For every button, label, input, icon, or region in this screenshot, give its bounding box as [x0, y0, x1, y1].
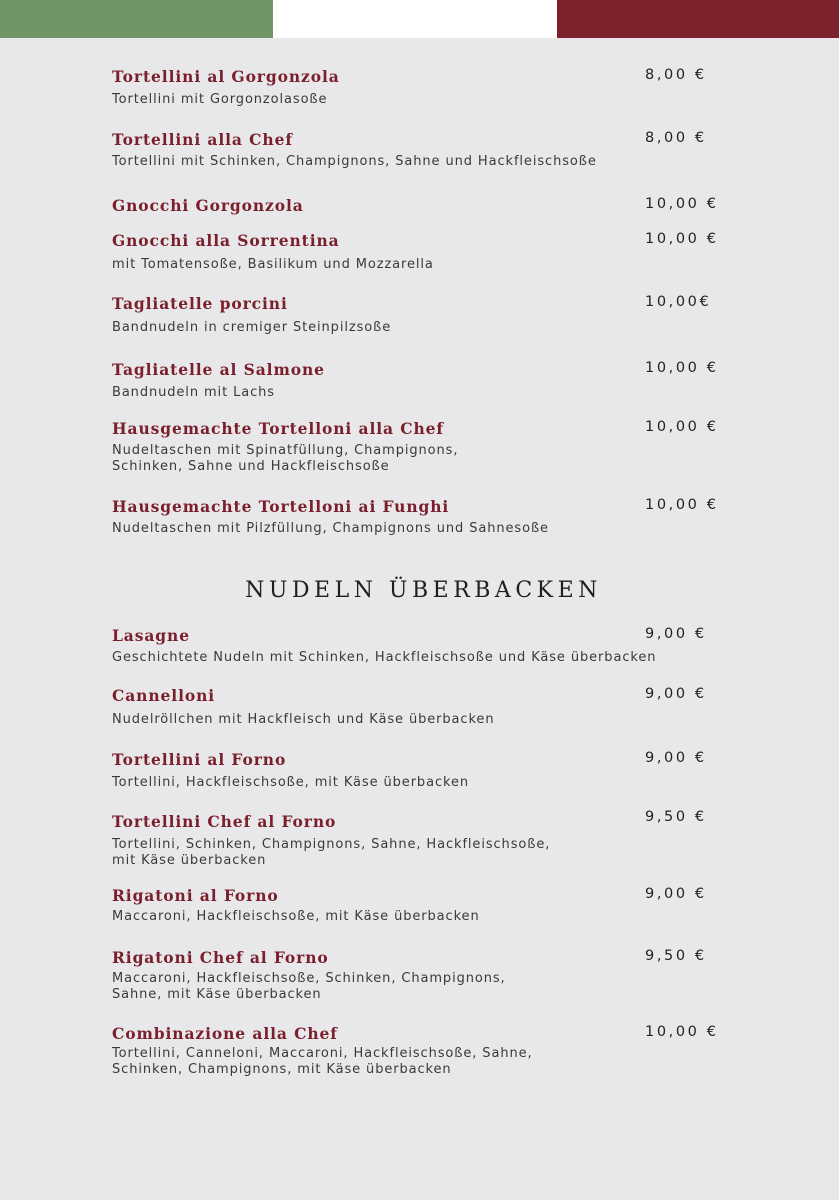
- item-price: 8,00 €: [645, 130, 707, 146]
- item-price: 10,00 €: [645, 419, 719, 435]
- item-name: Cannelloni: [112, 686, 216, 705]
- item-description: Nudeltaschen mit Spinatfüllung, Champignons,: [112, 443, 459, 458]
- item-description: Bandnudeln mit Lachs: [112, 385, 275, 400]
- item-name: Gnocchi alla Sorrentina: [112, 231, 340, 250]
- item-price: 9,00 €: [645, 686, 707, 702]
- item-price: 9,00 €: [645, 626, 707, 642]
- item-description: Tortellini mit Schinken, Champignons, Sahne und Hackfleischsoße: [112, 154, 597, 169]
- item-name: Tortellini alla Chef: [112, 130, 293, 149]
- item-description: Maccaroni, Hackfleischsoße, mit Käse überbacken: [112, 909, 480, 924]
- item-price: 9,50 €: [645, 948, 707, 964]
- item-name: Rigatoni Chef al Forno: [112, 948, 329, 967]
- item-price: 9,00 €: [645, 886, 707, 902]
- item-description: Tortellini, Hackfleischsoße, mit Käse überbacken: [112, 775, 470, 790]
- italian-flag-banner: [0, 0, 839, 38]
- item-description: Geschichtete Nudeln mit Schinken, Hackfleischsoße und Käse überbacken: [112, 650, 657, 665]
- item-description: Schinken, Sahne und Hackfleischsoße: [112, 459, 390, 474]
- section-title: NUDELN ÜBERBACKEN: [245, 578, 602, 603]
- item-description: mit Käse überbacken: [112, 853, 267, 868]
- item-name: Tagliatelle porcini: [112, 294, 288, 313]
- item-description: Sahne, mit Käse überbacken: [112, 987, 322, 1002]
- item-price: 10,00 €: [645, 497, 719, 513]
- item-description: mit Tomatensoße, Basilikum und Mozzarella: [112, 257, 434, 272]
- item-name: Gnocchi Gorgonzola: [112, 196, 304, 215]
- flag-white-stripe: [273, 0, 557, 38]
- item-price: 9,50 €: [645, 809, 707, 825]
- item-price: 9,00 €: [645, 750, 707, 766]
- item-price: 10,00 €: [645, 360, 719, 376]
- flag-red-stripe: [557, 0, 839, 38]
- item-price: 10,00 €: [645, 231, 719, 247]
- item-name: Tortellini Chef al Forno: [112, 812, 337, 831]
- item-name: Lasagne: [112, 626, 190, 645]
- item-price: 10,00 €: [645, 1024, 719, 1040]
- item-description: Tortellini mit Gorgonzolasoße: [112, 92, 328, 107]
- flag-green-stripe: [0, 0, 273, 38]
- item-name: Hausgemachte Tortelloni alla Chef: [112, 419, 444, 438]
- item-name: Tagliatelle al Salmone: [112, 360, 325, 379]
- item-description: Nudeltaschen mit Pilzfüllung, Champignons und Sahnesoße: [112, 521, 549, 536]
- item-description: Tortellini, Canneloni, Maccaroni, Hackfleischsoße, Sahne,: [112, 1046, 533, 1061]
- item-name: Hausgemachte Tortelloni ai Funghi: [112, 497, 450, 516]
- item-description: Tortellini, Schinken, Champignons, Sahne, Hackfleischsoße,: [112, 837, 551, 852]
- item-name: Tortellini al Forno: [112, 750, 287, 769]
- item-name: Rigatoni al Forno: [112, 886, 279, 905]
- item-description: Maccaroni, Hackfleischsoße, Schinken, Champignons,: [112, 971, 506, 986]
- item-description: Bandnudeln in cremiger Steinpilzsoße: [112, 320, 392, 335]
- item-description: Nudelröllchen mit Hackfleisch und Käse überbacken: [112, 712, 495, 727]
- item-price: 10,00€: [645, 294, 712, 310]
- item-name: Tortellini al Gorgonzola: [112, 67, 340, 86]
- item-description: Schinken, Champignons, mit Käse überbacken: [112, 1062, 452, 1077]
- item-name: Combinazione alla Chef: [112, 1024, 338, 1043]
- item-price: 10,00 €: [645, 196, 719, 212]
- item-price: 8,00 €: [645, 67, 707, 83]
